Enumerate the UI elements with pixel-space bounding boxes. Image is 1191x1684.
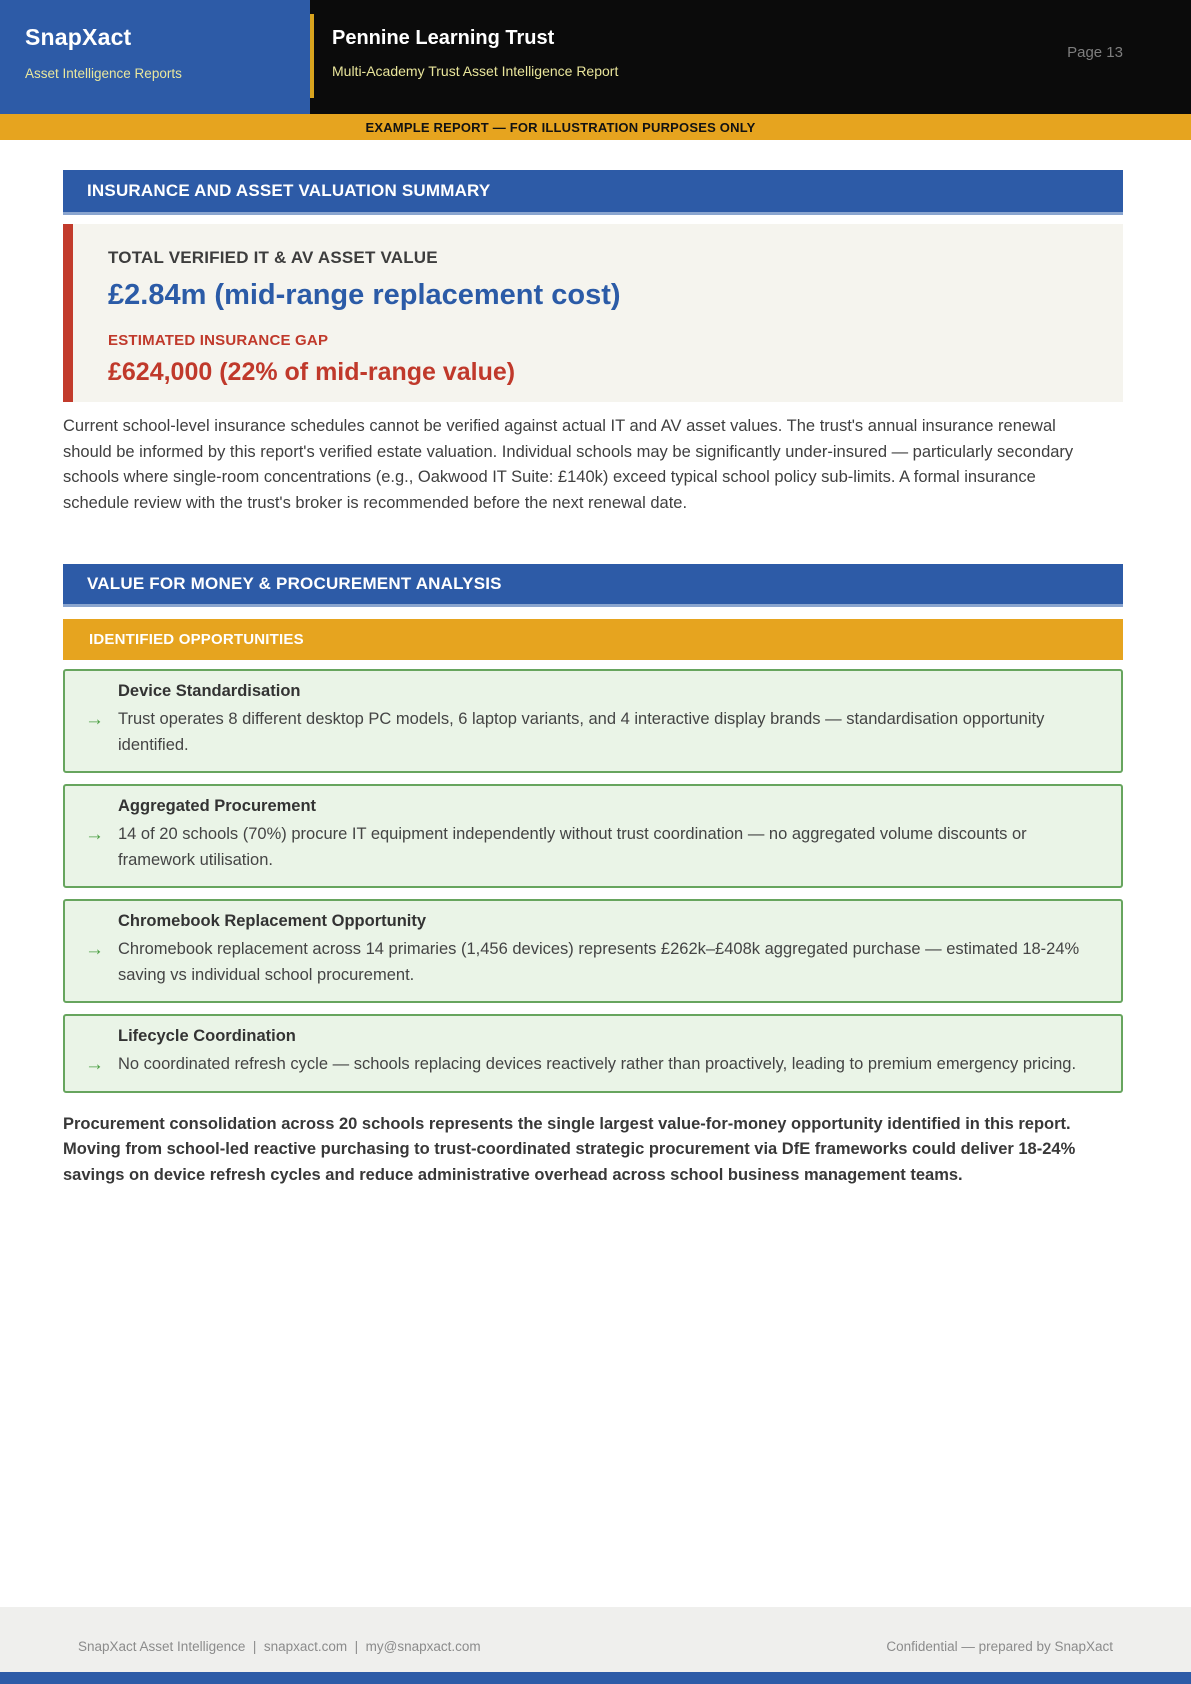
- opportunity-text: Trust operates 8 different desktop PC models, 6 laptop variants, and 4 interactive display brands — standardisation opportunity identified.: [118, 710, 1045, 754]
- insurance-body-paragraph: Current school-level insurance schedules cannot be verified against actual IT and AV asset values. The trust's annual insurance renewal should be informed by this report's verified estate valuation. Individual schools may be significantly under-insured — particularly secondary schools where single-room concentrations (e.g., Oakwood IT Suite: £140k) exceed typical school policy sub-limits. A formal insurance schedule review with the trust's broker is recommended before the next renewal date.: [63, 417, 1074, 512]
- section-title: INSURANCE AND ASSET VALUATION SUMMARY: [87, 181, 491, 200]
- insurance-callout: [63, 224, 1123, 402]
- opportunity-text: Chromebook replacement across 14 primaries (1,456 devices) represents £262k–£408k aggregated purchase — estimated 18-24% saving vs individual school procurement.: [118, 940, 1080, 984]
- opportunity-text: No coordinated refresh cycle — schools replacing devices reactively rather than proactively, leading to premium emergency pricing.: [118, 1055, 1077, 1073]
- section-title: VALUE FOR MONEY & PROCUREMENT ANALYSIS: [87, 574, 502, 593]
- asset-value-label: TOTAL VERIFIED IT & AV ASSET VALUE: [108, 248, 438, 267]
- section-header-insurance: [63, 170, 1123, 215]
- arrow-right-icon: →: [85, 939, 104, 960]
- opportunity-card-aggregated-procurement: [63, 784, 1123, 888]
- report-title: Pennine Learning Trust: [332, 27, 555, 49]
- example-banner-text: EXAMPLE REPORT — FOR ILLUSTRATION PURPOSES ONLY: [365, 119, 756, 135]
- arrow-right-icon: →: [85, 709, 104, 730]
- insurance-gap-label: ESTIMATED INSURANCE GAP: [108, 332, 329, 349]
- page-number: Page 13: [1067, 44, 1123, 61]
- report-subtitle: Multi-Academy Trust Asset Intelligence Report: [332, 63, 619, 79]
- subheader-identified-opportunities: [63, 619, 1123, 660]
- accent-divider: [310, 14, 314, 98]
- opportunity-card-device-standardisation: [63, 669, 1123, 773]
- asset-value: £2.84m (mid-range replacement cost): [108, 279, 621, 311]
- brand-tagline: Asset Intelligence Reports: [25, 66, 182, 81]
- footer-contact-text: SnapXact Asset Intelligence | snapxact.com | my@snapxact.com: [78, 1639, 481, 1654]
- insurance-gap-value: £624,000 (22% of mid-range value): [108, 358, 516, 386]
- opportunity-title: Chromebook Replacement Opportunity: [118, 912, 427, 930]
- brand-name: SnapXact: [25, 24, 132, 50]
- opportunity-row: [85, 822, 1101, 873]
- opportunity-text: 14 of 20 schools (70%) procure IT equipment independently without trust coordination — no aggregated volume discounts or framework utilisation.: [118, 825, 1027, 869]
- main-content: [0, 170, 1191, 1188]
- report-title-block: [310, 0, 618, 114]
- opportunity-title: Aggregated Procurement: [118, 797, 317, 815]
- footer-accent-bar: [0, 1672, 1191, 1684]
- opportunity-card-chromebook-replacement: [63, 899, 1123, 1003]
- example-banner: [0, 114, 1191, 140]
- opportunity-row: [85, 707, 1101, 758]
- arrow-right-icon: →: [85, 1054, 104, 1075]
- opportunity-row: [85, 937, 1101, 988]
- vfm-summary-paragraph: Procurement consolidation across 20 schools represents the single largest value-for-money opportunity identified in this report. Moving from school-led reactive purchasing to trust-coordinated strategic procurement via DfE frameworks could deliver 18-24% savings on device refresh cycles and reduce administrative overhead across school business management teams.: [63, 1114, 1076, 1184]
- opportunity-row: [85, 1052, 1101, 1078]
- footer-confidential-text: Confidential — prepared by SnapXact: [886, 1639, 1113, 1654]
- opportunity-title: Device Standardisation: [118, 682, 301, 700]
- opportunity-card-lifecycle-coordination: [63, 1014, 1123, 1093]
- subheader-title: IDENTIFIED OPPORTUNITIES: [89, 631, 304, 648]
- section-header-vfm: [63, 564, 1123, 607]
- opportunity-title: Lifecycle Coordination: [118, 1027, 296, 1045]
- brand-block: [0, 0, 310, 114]
- arrow-right-icon: →: [85, 824, 104, 845]
- page-header: [0, 0, 1191, 114]
- page-footer: [0, 1607, 1191, 1672]
